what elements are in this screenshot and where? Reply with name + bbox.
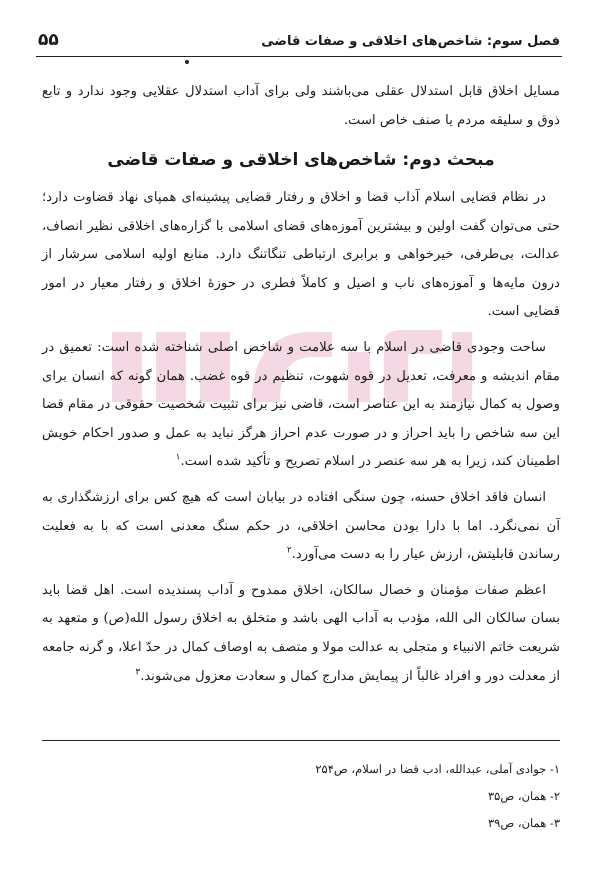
- footnote: ۲- همان، ص۳۵: [487, 789, 560, 803]
- footnote-ref: ۱: [175, 452, 181, 463]
- footnote-divider: [42, 740, 560, 741]
- footnotes: [42, 756, 560, 837]
- body-paragraphs: [42, 184, 560, 698]
- footnote: ۳- همان، ص۳۹: [487, 816, 560, 830]
- footnote: ۱- جوادی آملی، عبدالله، ادب قضا در اسلام، ص۲۵۴: [315, 762, 560, 776]
- header-dot: [185, 60, 189, 64]
- chapter-title: فصل سوم: شاخص‌های اخلاقی و صفات قاضی: [261, 34, 560, 49]
- paragraph-text: اعظم صفات مؤمنان و خصال سالکان، اخلاق ممدوح و آداب پسندیده است. اهل قضا باید بسان سالکان الی الله، مؤدب به آداب الهی باشد و متخلق به اخلاق رسول الله(ص) و متعهد به شریعت خاتم الانبیاء و متجلی به عدالت مولا و متصف به اوصاف کمال در حدّ اعلا، و گرنه جامعه از معدلت دور و افراد غالباً از پیمایش مدارج کمال و سعادت معزول می‌شوند.: [42, 582, 560, 684]
- paragraph: [42, 184, 560, 327]
- paragraph-text: انسان فاقد اخلاق حسنه، چون سنگی افتاده در بیابان است که هیچ کس برای ارزشگذاری به آن نمی‌نگرد. اما با دارا بودن محاسن اخلاقی، در حکم سنگ معدنی است که با به فعلیت رساندن قابلیتش، ارزش عیار را به دست می‌آورد.: [42, 489, 560, 563]
- page-header: [38, 30, 560, 54]
- intro-paragraph: مسایل اخلاق قابل استدلال عقلی می‌باشند ولی برای آداب استدلال عقلایی وجود ندارد و تابع ذوق و سلیقه مردم یا صنف خاص است.: [42, 84, 560, 128]
- paragraph-text: در نظام قضایی اسلام آداب قضا و اخلاق و رفتار قضایی پیشینه‌ای همپای نهاد قضاوت دارد؛ حتی می‌توان گفت اولین و بیشترین آموزه‌های قضای اسلامی با گزاره‌های اخلاقی نظیر انصاف، عدالت، بی‌طرفی، خیرخواهی و برابری ارتباطی تنگاتنگ دارد. منابع اولیه اسلامی سرشار از درون مایه‌ها و آموزه‌های ناب و اصیل و کاملاً فطری در حوزهٔ اخلاق و رفتار معیار در امور قضایی است.: [42, 190, 560, 320]
- paragraph: [42, 334, 560, 477]
- paragraph-text: ساحت وجودی قاضی در اسلام با سه علامت و شاخص اصلی شناخته شده است: تعمیق در مقام اندیشه و معرفت، تعدیل در قوه شهوت، تنظیم در قوه غضب. همان گونه که انسان برای وصول به کمال نیازمند به این عناصر است، قاضی نیز برای تثبیت شخصیت حقوقی در مقام قضا این سه شاخص را باید احراز و در صورت عدم احراز هرگز نباید به عمل و صدور احکام خویش اطمینان کند، زیرا به هر سه عنصر در اسلام تصریح و تأکید شده است.: [42, 339, 560, 470]
- paragraph: [42, 484, 560, 570]
- footnote-ref: ۳: [135, 667, 141, 678]
- header-divider: [36, 56, 562, 57]
- paragraph: [42, 577, 560, 691]
- page-number: ۵۵: [38, 30, 59, 50]
- footnote-ref: ۲: [286, 545, 292, 556]
- section-heading: مبحث دوم: شاخص‌های اخلاقی و صفات قاضی: [107, 150, 495, 170]
